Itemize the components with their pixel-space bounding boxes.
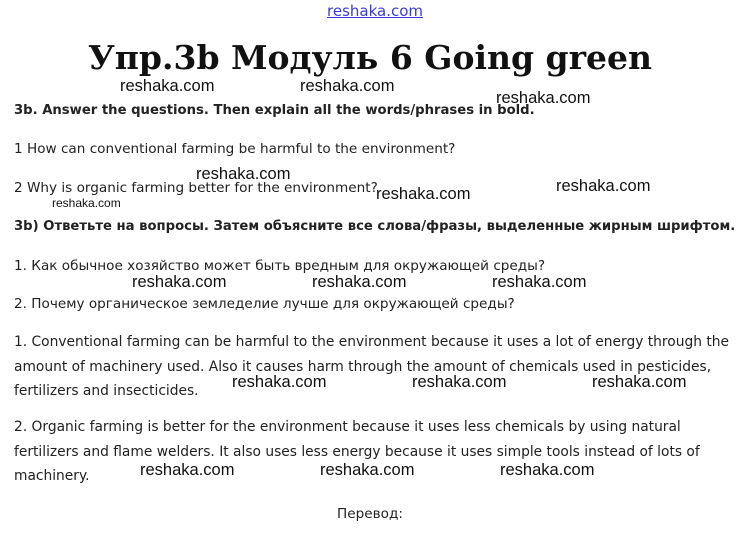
watermark: reshaka.com bbox=[312, 273, 407, 291]
watermark: reshaka.com bbox=[556, 177, 651, 195]
watermark: reshaka.com bbox=[592, 373, 687, 391]
question-ru-1: 1. Как обычное хозяйство может быть вредным для окружающей среды? bbox=[14, 258, 546, 274]
task-english: 3b. Answer the questions. Then explain all the words/phrases in bold. bbox=[14, 103, 535, 118]
answer-1: 1. Conventional farming can be harmful to the environment because it uses a lot of energy through the amount of machinery used. Also it causes harm through the amount of chemicals used in pesticides, fertilizers and insecticides. bbox=[14, 334, 729, 399]
watermark: reshaka.com bbox=[496, 89, 591, 107]
question-ru-2: 2. Почему органическое земледелие лучше для окружающей среды? bbox=[14, 296, 515, 312]
question-en-1: 1 How can conventional farming be harmful to the environment? bbox=[14, 141, 456, 157]
watermark: reshaka.com bbox=[300, 77, 395, 95]
watermark: reshaka.com bbox=[52, 196, 121, 210]
page-title: Упр.3b Модуль 6 Going green bbox=[87, 38, 652, 77]
watermark: reshaka.com bbox=[120, 77, 215, 95]
watermark: reshaka.com bbox=[320, 461, 415, 479]
watermark: reshaka.com bbox=[376, 185, 471, 203]
watermark: reshaka.com bbox=[132, 273, 227, 291]
watermark: reshaka.com bbox=[232, 373, 327, 391]
site-link[interactable]: reshaka.com bbox=[327, 2, 423, 20]
watermark: reshaka.com bbox=[500, 461, 595, 479]
question-en-2: 2 Why is organic farming better for the environment? bbox=[14, 180, 378, 196]
answer-2: 2. Organic farming is better for the environment because it uses less chemicals by using natural fertilizers and flame welders. It also uses less energy because it uses simple tools instead of lots of machinery. bbox=[14, 419, 700, 484]
watermark: reshaka.com bbox=[140, 461, 235, 479]
task-russian: 3b) Ответьте на вопросы. Затем объясните все слова/фразы, выделенные жирным шрифтом. bbox=[14, 219, 736, 234]
watermark: reshaka.com bbox=[196, 165, 291, 183]
watermark: reshaka.com bbox=[492, 273, 587, 291]
translation-label: Перевод: bbox=[337, 506, 403, 522]
watermark: reshaka.com bbox=[412, 373, 507, 391]
